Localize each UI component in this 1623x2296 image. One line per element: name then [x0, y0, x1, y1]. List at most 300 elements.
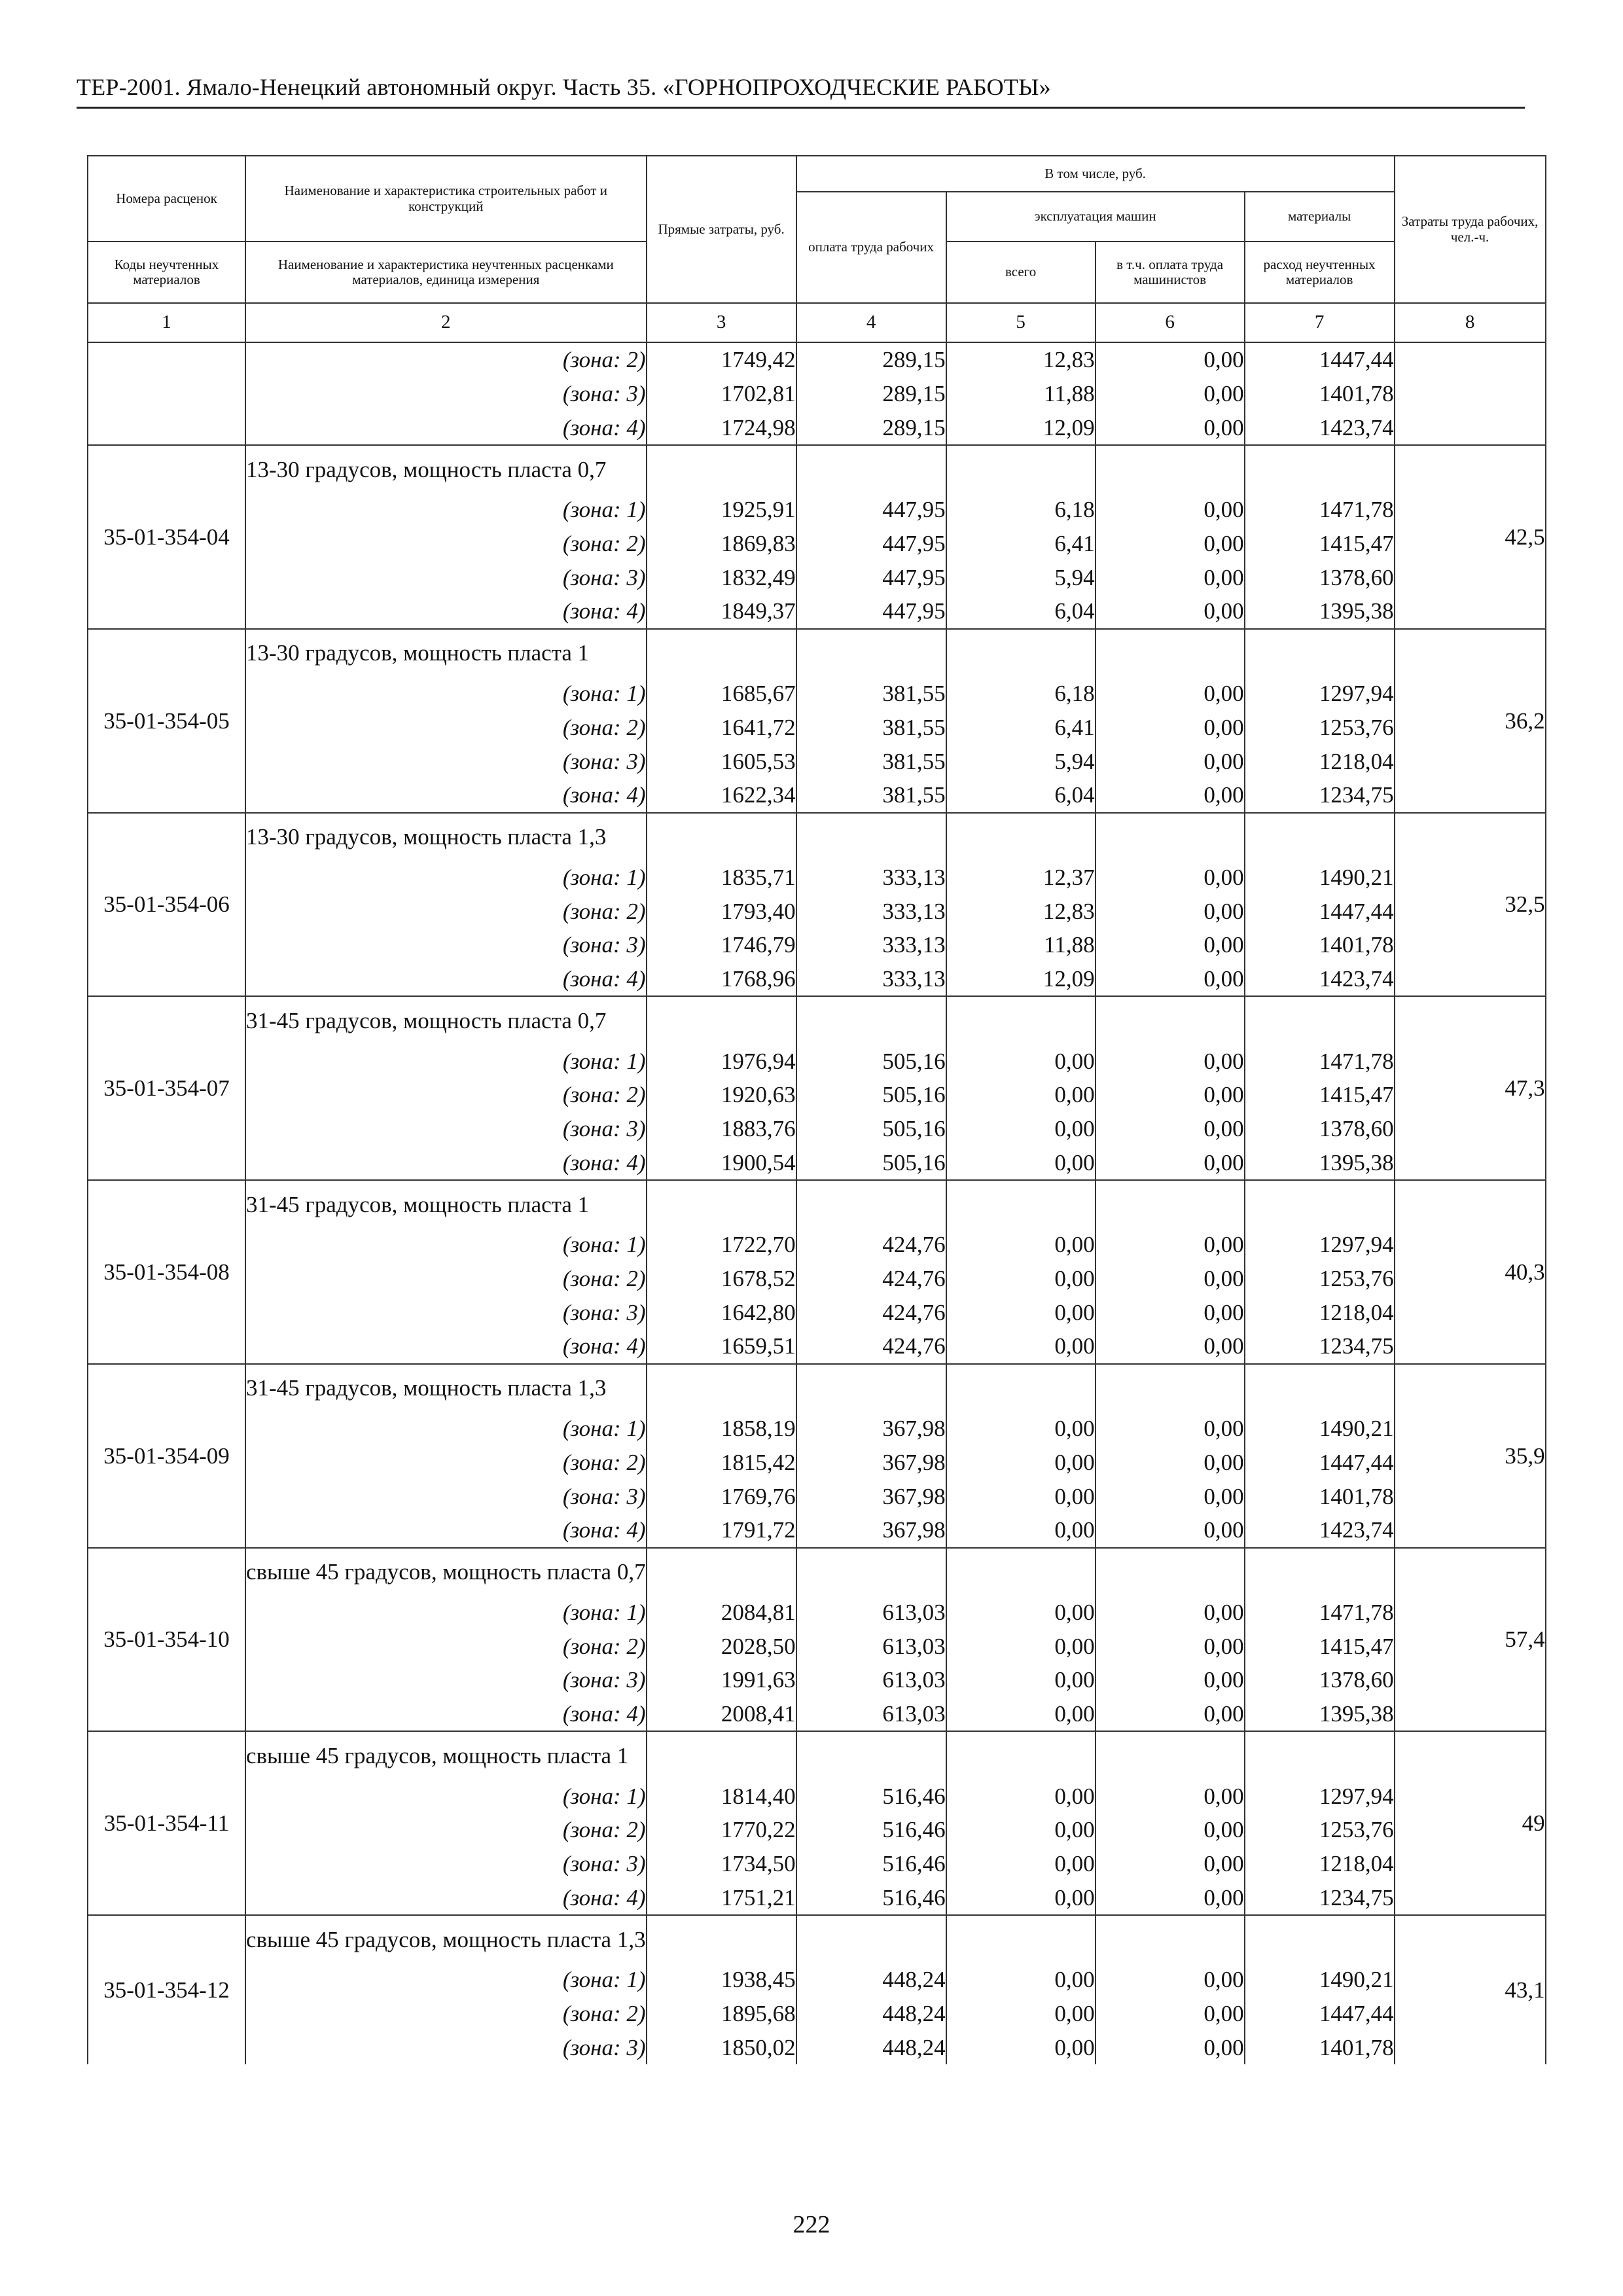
table-row	[88, 711, 1546, 745]
table-row	[88, 629, 1546, 677]
materials-cell: 1253,76	[1245, 1262, 1395, 1296]
col7-header: расход неучтенных материалов	[1245, 242, 1395, 303]
zone-label: (зона: 2)	[245, 342, 647, 377]
work-description-cell: 31-45 градусов, мощность пласта 0,7	[245, 996, 647, 1044]
machinists-pay-cell: 0,00	[1096, 1847, 1245, 1881]
empty-cell	[1245, 1731, 1395, 1779]
direct-cost-cell: 2084,81	[647, 1596, 796, 1630]
direct-cost-cell: 1938,45	[647, 1963, 796, 1997]
machines-total-cell: 0,00	[946, 1329, 1096, 1364]
labor-pay-cell: 381,55	[796, 744, 946, 778]
col1-bottom-header: Коды неучтенных материалов	[88, 242, 245, 303]
machinists-pay-cell: 0,00	[1096, 1145, 1245, 1180]
empty-cell	[1245, 1548, 1395, 1596]
materials-cell: 1415,47	[1245, 527, 1395, 561]
labor-pay-cell: 333,13	[796, 861, 946, 895]
table-row	[88, 1629, 1546, 1663]
zone-label: (зона: 3)	[245, 1112, 647, 1146]
labor-pay-cell: 448,24	[796, 1963, 946, 1997]
machinists-pay-cell: 0,00	[1096, 1479, 1245, 1513]
direct-cost-cell: 2028,50	[647, 1629, 796, 1663]
machinists-pay-cell: 0,00	[1096, 1880, 1245, 1915]
empty-cell	[946, 1915, 1096, 1963]
empty-cell	[946, 1548, 1096, 1596]
empty-cell	[647, 1180, 796, 1228]
zone-label: (зона: 1)	[245, 677, 647, 711]
machines-total-cell: 5,94	[946, 560, 1096, 594]
rate-code-cell	[88, 342, 245, 445]
work-description-cell: 31-45 градусов, мощность пласта 1	[245, 1180, 647, 1228]
materials-cell: 1218,04	[1245, 1847, 1395, 1881]
machinists-pay-cell: 0,00	[1096, 1112, 1245, 1146]
zone-label: (зона: 1)	[245, 1412, 647, 1446]
direct-cost-cell: 1622,34	[647, 778, 796, 813]
table-row	[88, 1880, 1546, 1915]
empty-cell	[946, 629, 1096, 677]
machines-total-cell: 6,18	[946, 493, 1096, 527]
zone-label: (зона: 3)	[245, 1479, 647, 1513]
empty-cell	[796, 1915, 946, 1963]
table-row	[88, 1112, 1546, 1146]
materials-cell: 1490,21	[1245, 1412, 1395, 1446]
empty-cell	[946, 1731, 1096, 1779]
labor-pay-cell: 367,98	[796, 1513, 946, 1548]
direct-cost-cell: 1685,67	[647, 677, 796, 711]
machines-total-cell: 0,00	[946, 1145, 1096, 1180]
table-row	[88, 1446, 1546, 1480]
machinists-pay-cell: 0,00	[1096, 1596, 1245, 1630]
empty-cell	[796, 1548, 946, 1596]
work-description-cell: свыше 45 градусов, мощность пласта 1	[245, 1731, 647, 1779]
materials-cell: 1395,38	[1245, 1697, 1395, 1732]
direct-cost-cell: 1815,42	[647, 1446, 796, 1480]
table-row	[88, 1295, 1546, 1329]
machines-total-cell: 11,88	[946, 928, 1096, 962]
machines-total-cell: 0,00	[946, 1262, 1096, 1296]
direct-cost-cell: 1814,40	[647, 1779, 796, 1813]
machinists-pay-cell: 0,00	[1096, 1997, 1245, 2031]
machinists-pay-cell: 0,00	[1096, 861, 1245, 895]
direct-cost-cell: 1702,81	[647, 377, 796, 411]
zone-label: (зона: 1)	[245, 1779, 647, 1813]
labor-pay-cell: 381,55	[796, 677, 946, 711]
table-row	[88, 813, 1546, 861]
col-number: 6	[1096, 303, 1245, 342]
direct-cost-cell: 1925,91	[647, 493, 796, 527]
machinists-pay-cell: 0,00	[1096, 778, 1245, 813]
table-row	[88, 1262, 1546, 1296]
direct-cost-cell: 1734,50	[647, 1847, 796, 1881]
table-row	[88, 445, 1546, 493]
labor-pay-cell: 613,03	[796, 1663, 946, 1697]
labor-pay-cell: 505,16	[796, 1145, 946, 1180]
page-number: 222	[793, 2211, 830, 2238]
materials-cell: 1447,44	[1245, 1997, 1395, 2031]
labor-pay-cell: 448,24	[796, 2030, 946, 2064]
table-body	[88, 342, 1546, 2064]
materials-cell: 1423,74	[1245, 962, 1395, 997]
machines-total-cell: 0,00	[946, 1779, 1096, 1813]
table-row	[88, 1228, 1546, 1262]
table-row	[88, 1078, 1546, 1112]
empty-cell	[946, 996, 1096, 1044]
materials-cell: 1447,44	[1245, 342, 1395, 377]
zone-label: (зона: 1)	[245, 1596, 647, 1630]
zone-label: (зона: 2)	[245, 1997, 647, 2031]
direct-cost-cell: 1850,02	[647, 2030, 796, 2064]
zone-label: (зона: 3)	[245, 928, 647, 962]
col-number: 2	[245, 303, 647, 342]
table-row	[88, 1963, 1546, 1997]
materials-cell: 1378,60	[1245, 560, 1395, 594]
zone-label: (зона: 1)	[245, 861, 647, 895]
table-row	[88, 962, 1546, 997]
labor-pay-cell: 447,95	[796, 527, 946, 561]
table-row	[88, 594, 1546, 629]
labor-hours-cell: 43,1	[1395, 1915, 1546, 2064]
table-row	[88, 1329, 1546, 1364]
materials-cell: 1378,60	[1245, 1112, 1395, 1146]
machines-total-cell: 0,00	[946, 1479, 1096, 1513]
empty-cell	[796, 445, 946, 493]
machinists-pay-cell: 0,00	[1096, 527, 1245, 561]
materials-group-header: материалы	[1245, 192, 1395, 242]
machinists-pay-cell: 0,00	[1096, 1412, 1245, 1446]
col2-top-header: Наименование и характеристика строительных работ и конструкций	[245, 156, 647, 242]
machines-total-cell: 6,18	[946, 677, 1096, 711]
zone-label: (зона: 4)	[245, 778, 647, 813]
labor-hours-cell: 32,5	[1395, 813, 1546, 997]
zone-label: (зона: 4)	[245, 594, 647, 629]
machines-total-cell: 0,00	[946, 1295, 1096, 1329]
zone-label: (зона: 2)	[245, 1262, 647, 1296]
table-row	[88, 493, 1546, 527]
table-row	[88, 410, 1546, 445]
empty-cell	[796, 996, 946, 1044]
table-row	[88, 377, 1546, 411]
machines-total-cell: 0,00	[946, 1112, 1096, 1146]
rate-code-cell: 35-01-354-08	[88, 1180, 245, 1364]
labor-pay-cell: 447,95	[796, 560, 946, 594]
labor-pay-cell: 367,98	[796, 1479, 946, 1513]
labor-pay-cell: 381,55	[796, 711, 946, 745]
machinists-pay-cell: 0,00	[1096, 1963, 1245, 1997]
table-row	[88, 1364, 1546, 1412]
work-description-cell: свыше 45 градусов, мощность пласта 0,7	[245, 1548, 647, 1596]
direct-cost-cell: 2008,41	[647, 1697, 796, 1732]
col-number: 5	[946, 303, 1096, 342]
materials-cell: 1234,75	[1245, 1880, 1395, 1915]
price-table	[87, 155, 1546, 2064]
zone-label: (зона: 3)	[245, 744, 647, 778]
table-row	[88, 1663, 1546, 1697]
empty-cell	[946, 1180, 1096, 1228]
machines-total-cell: 0,00	[946, 1044, 1096, 1078]
machinists-pay-cell: 0,00	[1096, 1329, 1245, 1364]
machinists-pay-cell: 0,00	[1096, 1295, 1245, 1329]
table-row	[88, 894, 1546, 928]
labor-pay-cell: 505,16	[796, 1078, 946, 1112]
labor-pay-cell: 424,76	[796, 1295, 946, 1329]
table-row	[88, 996, 1546, 1044]
materials-cell: 1378,60	[1245, 1663, 1395, 1697]
empty-cell	[1096, 1915, 1245, 1963]
machinists-pay-cell: 0,00	[1096, 1813, 1245, 1847]
machinists-pay-cell: 0,00	[1096, 410, 1245, 445]
empty-cell	[1096, 1364, 1245, 1412]
machinists-pay-cell: 0,00	[1096, 1044, 1245, 1078]
rate-code-cell: 35-01-354-09	[88, 1364, 245, 1548]
machines-total-cell: 0,00	[946, 1412, 1096, 1446]
empty-cell	[647, 1548, 796, 1596]
zone-label: (зона: 1)	[245, 1228, 647, 1262]
zone-label: (зона: 3)	[245, 377, 647, 411]
col-number: 4	[796, 303, 946, 342]
table-row	[88, 560, 1546, 594]
machines-total-cell: 12,83	[946, 894, 1096, 928]
table-row	[88, 1997, 1546, 2031]
labor-pay-cell: 447,95	[796, 594, 946, 629]
table-row	[88, 744, 1546, 778]
direct-cost-cell: 1832,49	[647, 560, 796, 594]
direct-cost-cell: 1749,42	[647, 342, 796, 377]
machinists-pay-cell: 0,00	[1096, 1629, 1245, 1663]
empty-cell	[1245, 1180, 1395, 1228]
labor-pay-cell: 289,15	[796, 410, 946, 445]
table-header	[88, 156, 1546, 342]
labor-pay-cell: 516,46	[796, 1813, 946, 1847]
materials-cell: 1253,76	[1245, 711, 1395, 745]
machinists-pay-cell: 0,00	[1096, 1446, 1245, 1480]
direct-cost-cell: 1883,76	[647, 1112, 796, 1146]
rate-code-cell: 35-01-354-12	[88, 1915, 245, 2064]
zone-label: (зона: 4)	[245, 962, 647, 997]
empty-cell	[946, 813, 1096, 861]
empty-cell	[796, 629, 946, 677]
direct-cost-cell: 1605,53	[647, 744, 796, 778]
zone-label: (зона: 4)	[245, 1329, 647, 1364]
table-row	[88, 1548, 1546, 1596]
machines-total-cell: 0,00	[946, 1880, 1096, 1915]
machinists-pay-cell: 0,00	[1096, 560, 1245, 594]
direct-cost-cell: 1895,68	[647, 1997, 796, 2031]
empty-cell	[1096, 1548, 1245, 1596]
rate-code-cell: 35-01-354-06	[88, 813, 245, 997]
empty-cell	[1245, 629, 1395, 677]
direct-cost-cell: 1869,83	[647, 527, 796, 561]
empty-cell	[1096, 996, 1245, 1044]
labor-pay-cell: 289,15	[796, 377, 946, 411]
empty-cell	[946, 445, 1096, 493]
empty-cell	[647, 1731, 796, 1779]
materials-cell: 1218,04	[1245, 744, 1395, 778]
empty-cell	[647, 813, 796, 861]
table-row	[88, 1479, 1546, 1513]
machinists-pay-cell: 0,00	[1096, 1697, 1245, 1732]
machines-total-cell: 0,00	[946, 1078, 1096, 1112]
machines-total-cell: 6,04	[946, 594, 1096, 629]
materials-cell: 1490,21	[1245, 861, 1395, 895]
col3-header: Прямые затраты, руб.	[647, 156, 796, 303]
table-row	[88, 1596, 1546, 1630]
table-row	[88, 2030, 1546, 2064]
materials-cell: 1297,94	[1245, 677, 1395, 711]
empty-cell	[647, 1915, 796, 1963]
zone-label: (зона: 4)	[245, 1513, 647, 1548]
labor-hours-cell: 36,2	[1395, 629, 1546, 813]
materials-cell: 1423,74	[1245, 1513, 1395, 1548]
table-row	[88, 1697, 1546, 1732]
machinists-pay-cell: 0,00	[1096, 342, 1245, 377]
empty-cell	[1245, 445, 1395, 493]
work-description-cell: 13-30 градусов, мощность пласта 1,3	[245, 813, 647, 861]
labor-hours-cell: 57,4	[1395, 1548, 1546, 1732]
machinists-pay-cell: 0,00	[1096, 377, 1245, 411]
table-row	[88, 677, 1546, 711]
zone-label: (зона: 3)	[245, 2030, 647, 2064]
col2-bottom-header: Наименование и характеристика неучтенных расценками материалов, единица измерения	[245, 242, 647, 303]
direct-cost-cell: 1858,19	[647, 1412, 796, 1446]
materials-cell: 1297,94	[1245, 1228, 1395, 1262]
labor-hours-cell: 40,3	[1395, 1180, 1546, 1364]
col4-header: оплата труда рабочих	[796, 192, 946, 303]
machines-total-cell: 0,00	[946, 1446, 1096, 1480]
empty-cell	[796, 1364, 946, 1412]
labor-pay-cell: 505,16	[796, 1044, 946, 1078]
machinists-pay-cell: 0,00	[1096, 744, 1245, 778]
machinists-pay-cell: 0,00	[1096, 1078, 1245, 1112]
empty-cell	[946, 1364, 1096, 1412]
zone-label: (зона: 4)	[245, 1145, 647, 1180]
col1-top-header: Номера расценок	[88, 156, 245, 242]
col-number: 1	[88, 303, 245, 342]
materials-cell: 1471,78	[1245, 1596, 1395, 1630]
table-row	[88, 527, 1546, 561]
col-number: 7	[1245, 303, 1395, 342]
materials-cell: 1218,04	[1245, 1295, 1395, 1329]
labor-pay-cell: 447,95	[796, 493, 946, 527]
labor-pay-cell: 424,76	[796, 1329, 946, 1364]
labor-pay-cell: 424,76	[796, 1262, 946, 1296]
direct-cost-cell: 1835,71	[647, 861, 796, 895]
labor-hours-cell: 47,3	[1395, 996, 1546, 1180]
page-header: ТЕР-2001. Ямало-Ненецкий автономный округ. Часть 35. «ГОРНОПРОХОДЧЕСКИЕ РАБОТЫ»	[77, 74, 1051, 100]
direct-cost-cell: 1751,21	[647, 1880, 796, 1915]
labor-pay-cell: 516,46	[796, 1847, 946, 1881]
zone-label: (зона: 1)	[245, 493, 647, 527]
labor-pay-cell: 516,46	[796, 1779, 946, 1813]
col5-header: всего	[946, 242, 1096, 303]
empty-cell	[1096, 629, 1245, 677]
labor-hours-cell	[1395, 342, 1546, 445]
col8-header: Затраты труда рабочих, чел.-ч.	[1395, 156, 1546, 303]
direct-cost-cell: 1724,98	[647, 410, 796, 445]
empty-cell	[647, 996, 796, 1044]
zone-label: (зона: 2)	[245, 1446, 647, 1480]
machinists-pay-cell: 0,00	[1096, 1513, 1245, 1548]
direct-cost-cell: 1991,63	[647, 1663, 796, 1697]
machines-total-cell: 0,00	[946, 1847, 1096, 1881]
labor-pay-cell: 424,76	[796, 1228, 946, 1262]
direct-cost-cell: 1659,51	[647, 1329, 796, 1364]
direct-cost-cell: 1920,63	[647, 1078, 796, 1112]
machinists-pay-cell: 0,00	[1096, 1779, 1245, 1813]
machinists-pay-cell: 0,00	[1096, 928, 1245, 962]
table-row	[88, 1513, 1546, 1548]
direct-cost-cell: 1769,76	[647, 1479, 796, 1513]
machinists-pay-cell: 0,00	[1096, 2030, 1245, 2064]
machines-total-cell: 0,00	[946, 1663, 1096, 1697]
zone-label: (зона: 2)	[245, 1629, 647, 1663]
direct-cost-cell: 1900,54	[647, 1145, 796, 1180]
machinists-pay-cell: 0,00	[1096, 962, 1245, 997]
table-row	[88, 1915, 1546, 1963]
table-row	[88, 342, 1546, 377]
machines-total-cell: 0,00	[946, 1228, 1096, 1262]
zone-label: (зона: 3)	[245, 1663, 647, 1697]
machines-total-cell: 0,00	[946, 1997, 1096, 2031]
direct-cost-cell: 1770,22	[647, 1813, 796, 1847]
materials-cell: 1490,21	[1245, 1963, 1395, 1997]
empty-cell	[647, 445, 796, 493]
materials-cell: 1253,76	[1245, 1813, 1395, 1847]
zone-label: (зона: 2)	[245, 1078, 647, 1112]
group-header: В том числе, руб.	[796, 156, 1395, 192]
direct-cost-cell: 1793,40	[647, 894, 796, 928]
machinists-pay-cell: 0,00	[1096, 594, 1245, 629]
labor-pay-cell: 613,03	[796, 1697, 946, 1732]
machines-total-cell: 0,00	[946, 1513, 1096, 1548]
machines-total-cell: 0,00	[946, 1629, 1096, 1663]
labor-pay-cell: 333,13	[796, 962, 946, 997]
empty-cell	[1096, 1731, 1245, 1779]
zone-label: (зона: 1)	[245, 1963, 647, 1997]
labor-pay-cell: 448,24	[796, 1997, 946, 2031]
machines-total-cell: 6,41	[946, 527, 1096, 561]
empty-cell	[1245, 996, 1395, 1044]
machines-total-cell: 0,00	[946, 1697, 1096, 1732]
empty-cell	[1245, 813, 1395, 861]
labor-pay-cell: 333,13	[796, 894, 946, 928]
machinists-pay-cell: 0,00	[1096, 1262, 1245, 1296]
table-row	[88, 1847, 1546, 1881]
col-number: 8	[1395, 303, 1546, 342]
materials-cell: 1401,78	[1245, 377, 1395, 411]
header-rule	[77, 107, 1525, 109]
machines-total-cell: 6,04	[946, 778, 1096, 813]
direct-cost-cell: 1849,37	[647, 594, 796, 629]
machines-total-cell: 5,94	[946, 744, 1096, 778]
materials-cell: 1401,78	[1245, 928, 1395, 962]
table-row	[88, 1779, 1546, 1813]
col6-header: в т.ч. оплата труда машинистов	[1096, 242, 1245, 303]
materials-cell: 1471,78	[1245, 493, 1395, 527]
labor-hours-cell: 42,5	[1395, 445, 1546, 629]
labor-hours-cell: 35,9	[1395, 1364, 1546, 1548]
zone-label: (зона: 4)	[245, 1697, 647, 1732]
machines-total-cell: 12,09	[946, 962, 1096, 997]
table-row	[88, 778, 1546, 813]
materials-cell: 1447,44	[1245, 1446, 1395, 1480]
zone-label: (зона: 2)	[245, 711, 647, 745]
machines-total-cell: 12,37	[946, 861, 1096, 895]
work-description-cell: свыше 45 градусов, мощность пласта 1,3	[245, 1915, 647, 1963]
materials-cell: 1234,75	[1245, 1329, 1395, 1364]
materials-cell: 1423,74	[1245, 410, 1395, 445]
table-row	[88, 928, 1546, 962]
direct-cost-cell: 1642,80	[647, 1295, 796, 1329]
direct-cost-cell: 1768,96	[647, 962, 796, 997]
